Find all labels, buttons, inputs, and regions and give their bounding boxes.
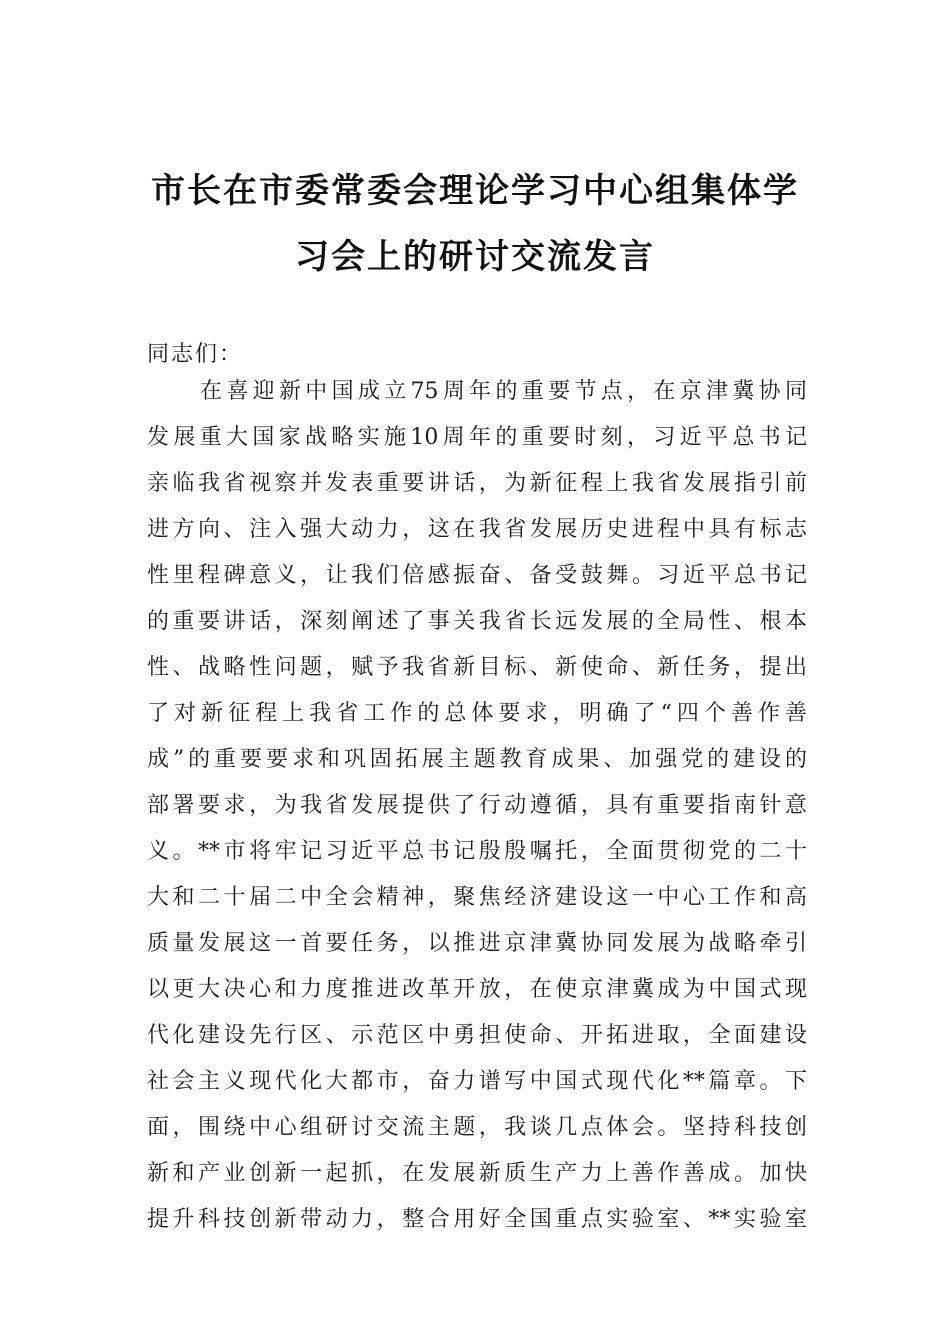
body-line: 的重要讲话，深刻阐述了事关我省长远发展的全局性、根本 (147, 609, 807, 634)
body-line: 义。**市将牢记习近平总书记殷殷嘱托，全面贯彻党的二十 (147, 839, 807, 864)
body-line: 新和产业创新一起抓，在发展新质生产力上善作善成。加快 (147, 1161, 807, 1186)
body-line: 面，围绕中心组研讨交流主题，我谈几点体会。坚持科技创 (147, 1115, 807, 1140)
body-line: 代化建设先行区、示范区中勇担使命、开拓进取，全面建设 (147, 1023, 807, 1048)
body-line: 社会主义现代化大都市，奋力谱写中国式现代化**篇章。下 (147, 1069, 807, 1094)
body-line: 性里程碑意义，让我们倍感振奋、备受鼓舞。习近平总书记 (147, 563, 807, 588)
document-title-line-2: 习会上的研讨交流发言 (295, 237, 655, 277)
body-line: 在喜迎新中国成立75周年的重要节点，在京津冀协同 (200, 379, 807, 404)
body-line: 发展重大国家战略实施10周年的重要时刻，习近平总书记 (147, 425, 807, 450)
document-title-line-1: 市长在市委常委会理论学习中心组集体学 (151, 171, 799, 211)
body-line: 以更大决心和力度推进改革开放，在使京津冀成为中国式现 (147, 977, 807, 1002)
body-line: 质量发展这一首要任务，以推进京津冀协同发展为战略牵引 (147, 931, 807, 956)
body-line: 成”的重要要求和巩固拓展主题教育成果、加强党的建设的 (147, 747, 807, 772)
body-line: 部署要求，为我省发展提供了行动遵循，具有重要指南针意 (147, 793, 807, 818)
body-line: 大和二十届二中全会精神，聚焦经济建设这一中心工作和高 (147, 885, 807, 910)
body-line: 进方向、注入强大动力，这在我省发展历史进程中具有标志 (147, 517, 807, 542)
body-line: 了对新征程上我省工作的总体要求，明确了“四个善作善 (147, 701, 807, 726)
salutation: 同志们： (147, 342, 244, 367)
body-line: 性、战略性问题，赋予我省新目标、新使命、新任务，提出 (147, 655, 807, 680)
body-line: 亲临我省视察并发表重要讲话，为新征程上我省发展指引前 (147, 471, 807, 496)
body-line: 提升科技创新带动力，整合用好全国重点实验室、**实验室 (147, 1207, 807, 1232)
